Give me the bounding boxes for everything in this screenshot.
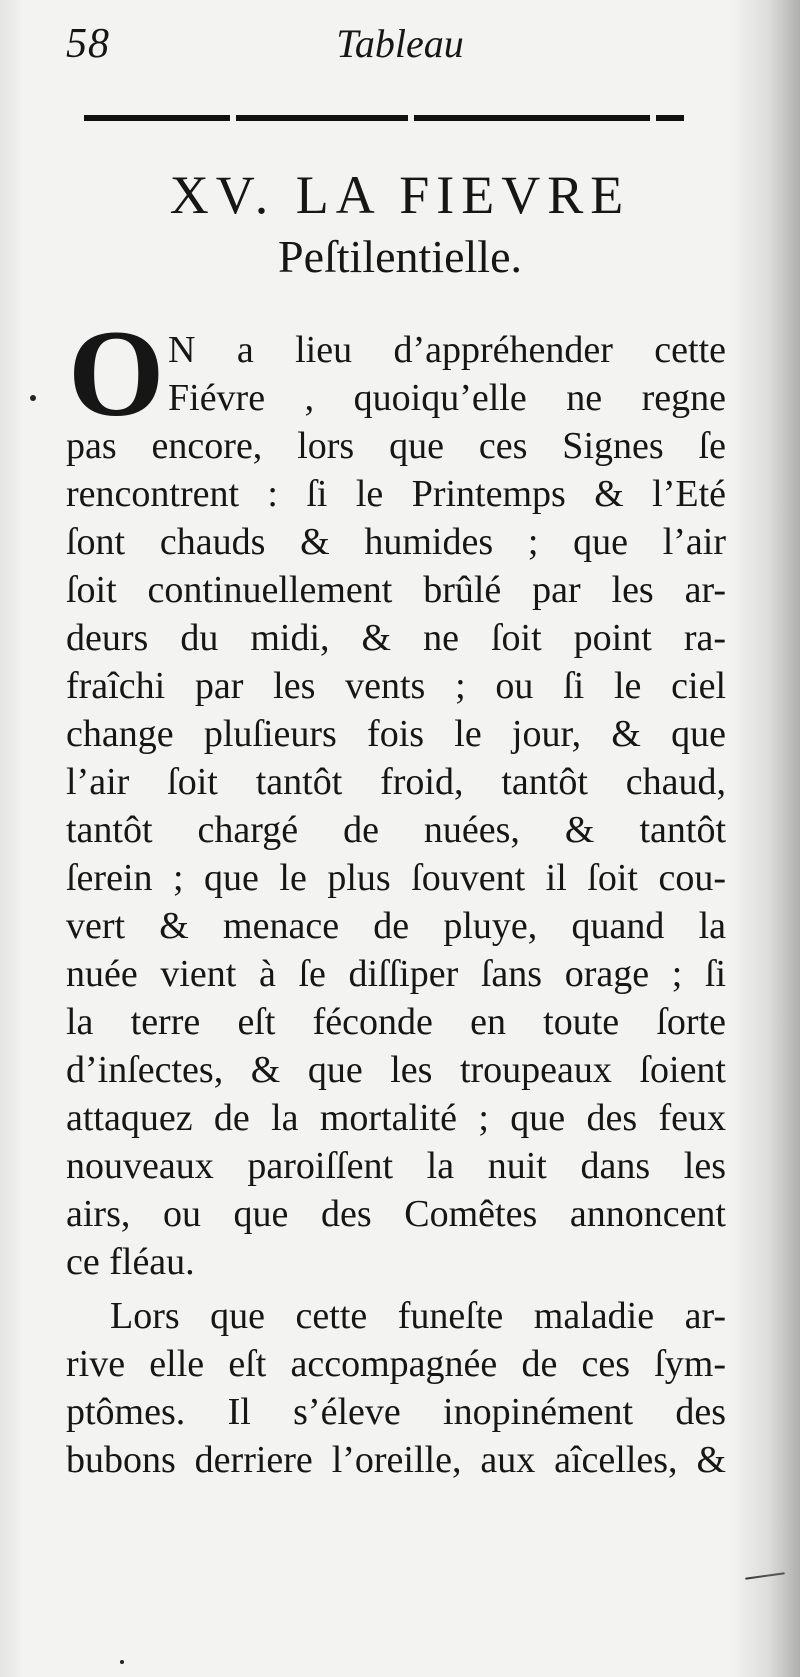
text-line: bubons derriere l’oreille, aux aîcelles, & — [66, 1439, 726, 1481]
page-number: 58 — [66, 21, 110, 67]
text-line: rive elle eſt accompagnée de ces ſym- — [66, 1343, 726, 1385]
rule-break — [650, 113, 656, 123]
text-line: nouveaux paroiſſent la nuit dans les — [66, 1145, 726, 1187]
text-line: ce fléau. — [66, 1241, 195, 1283]
text-line: fraîchi par les vents ; ou ſi le ciel — [66, 665, 726, 707]
header-rule — [84, 115, 684, 121]
text-line: vert & menace de pluye, quand la — [66, 905, 726, 947]
text-line: tantôt chargé de nuées, & tantôt — [66, 809, 726, 851]
chapter-title: XV. LA FIEVRE — [169, 165, 631, 225]
text-line: rencontrent : ſi le Printemps & l’Eté — [66, 473, 726, 515]
text-line: N a lieu d’appréhender cette — [168, 329, 726, 371]
text-line: l’air ſoit tantôt froid, tantôt chaud, — [66, 761, 726, 803]
chapter-subtitle: Peſtilentielle. — [278, 231, 522, 282]
text-line: ſont chauds & humides ; que l’air — [66, 521, 726, 563]
print-speck — [120, 1660, 124, 1664]
print-mark — [745, 1572, 785, 1580]
text-line: pas encore, lors que ces Signes ſe — [66, 425, 726, 467]
text-line: la terre eſt féconde en toute ſorte — [66, 1001, 726, 1043]
print-speck — [30, 395, 36, 401]
text-line: Lors que cette funeſte maladie ar- — [110, 1295, 726, 1337]
rule-break — [230, 113, 236, 123]
text-line: ptômes. Il s’éleve inopinément des — [66, 1391, 726, 1433]
text-line: change pluſieurs fois le jour, & que — [66, 713, 726, 755]
text-line: airs, ou que des Comêtes annoncent — [66, 1193, 726, 1235]
text-line: deurs du midi, & ne ſoit point ra- — [66, 617, 726, 659]
text-line: Fiévre , quoiqu’elle ne regne — [168, 377, 726, 419]
text-line: nuée vient à ſe diſſiper ſans orage ; ſi — [66, 953, 726, 995]
text-line: ſerein ; que le plus ſouvent il ſoit cou- — [66, 857, 726, 899]
drop-cap-initial: O — [68, 305, 165, 442]
text-line: attaquez de la mortalité ; que des feux — [66, 1097, 726, 1139]
rule-break — [408, 113, 414, 123]
text-line: ſoit continuellement brûlé par les ar- — [66, 569, 726, 611]
running-title: Tableau — [336, 21, 464, 66]
text-line: d’inſectes, & que les troupeaux ſoient — [66, 1049, 726, 1091]
